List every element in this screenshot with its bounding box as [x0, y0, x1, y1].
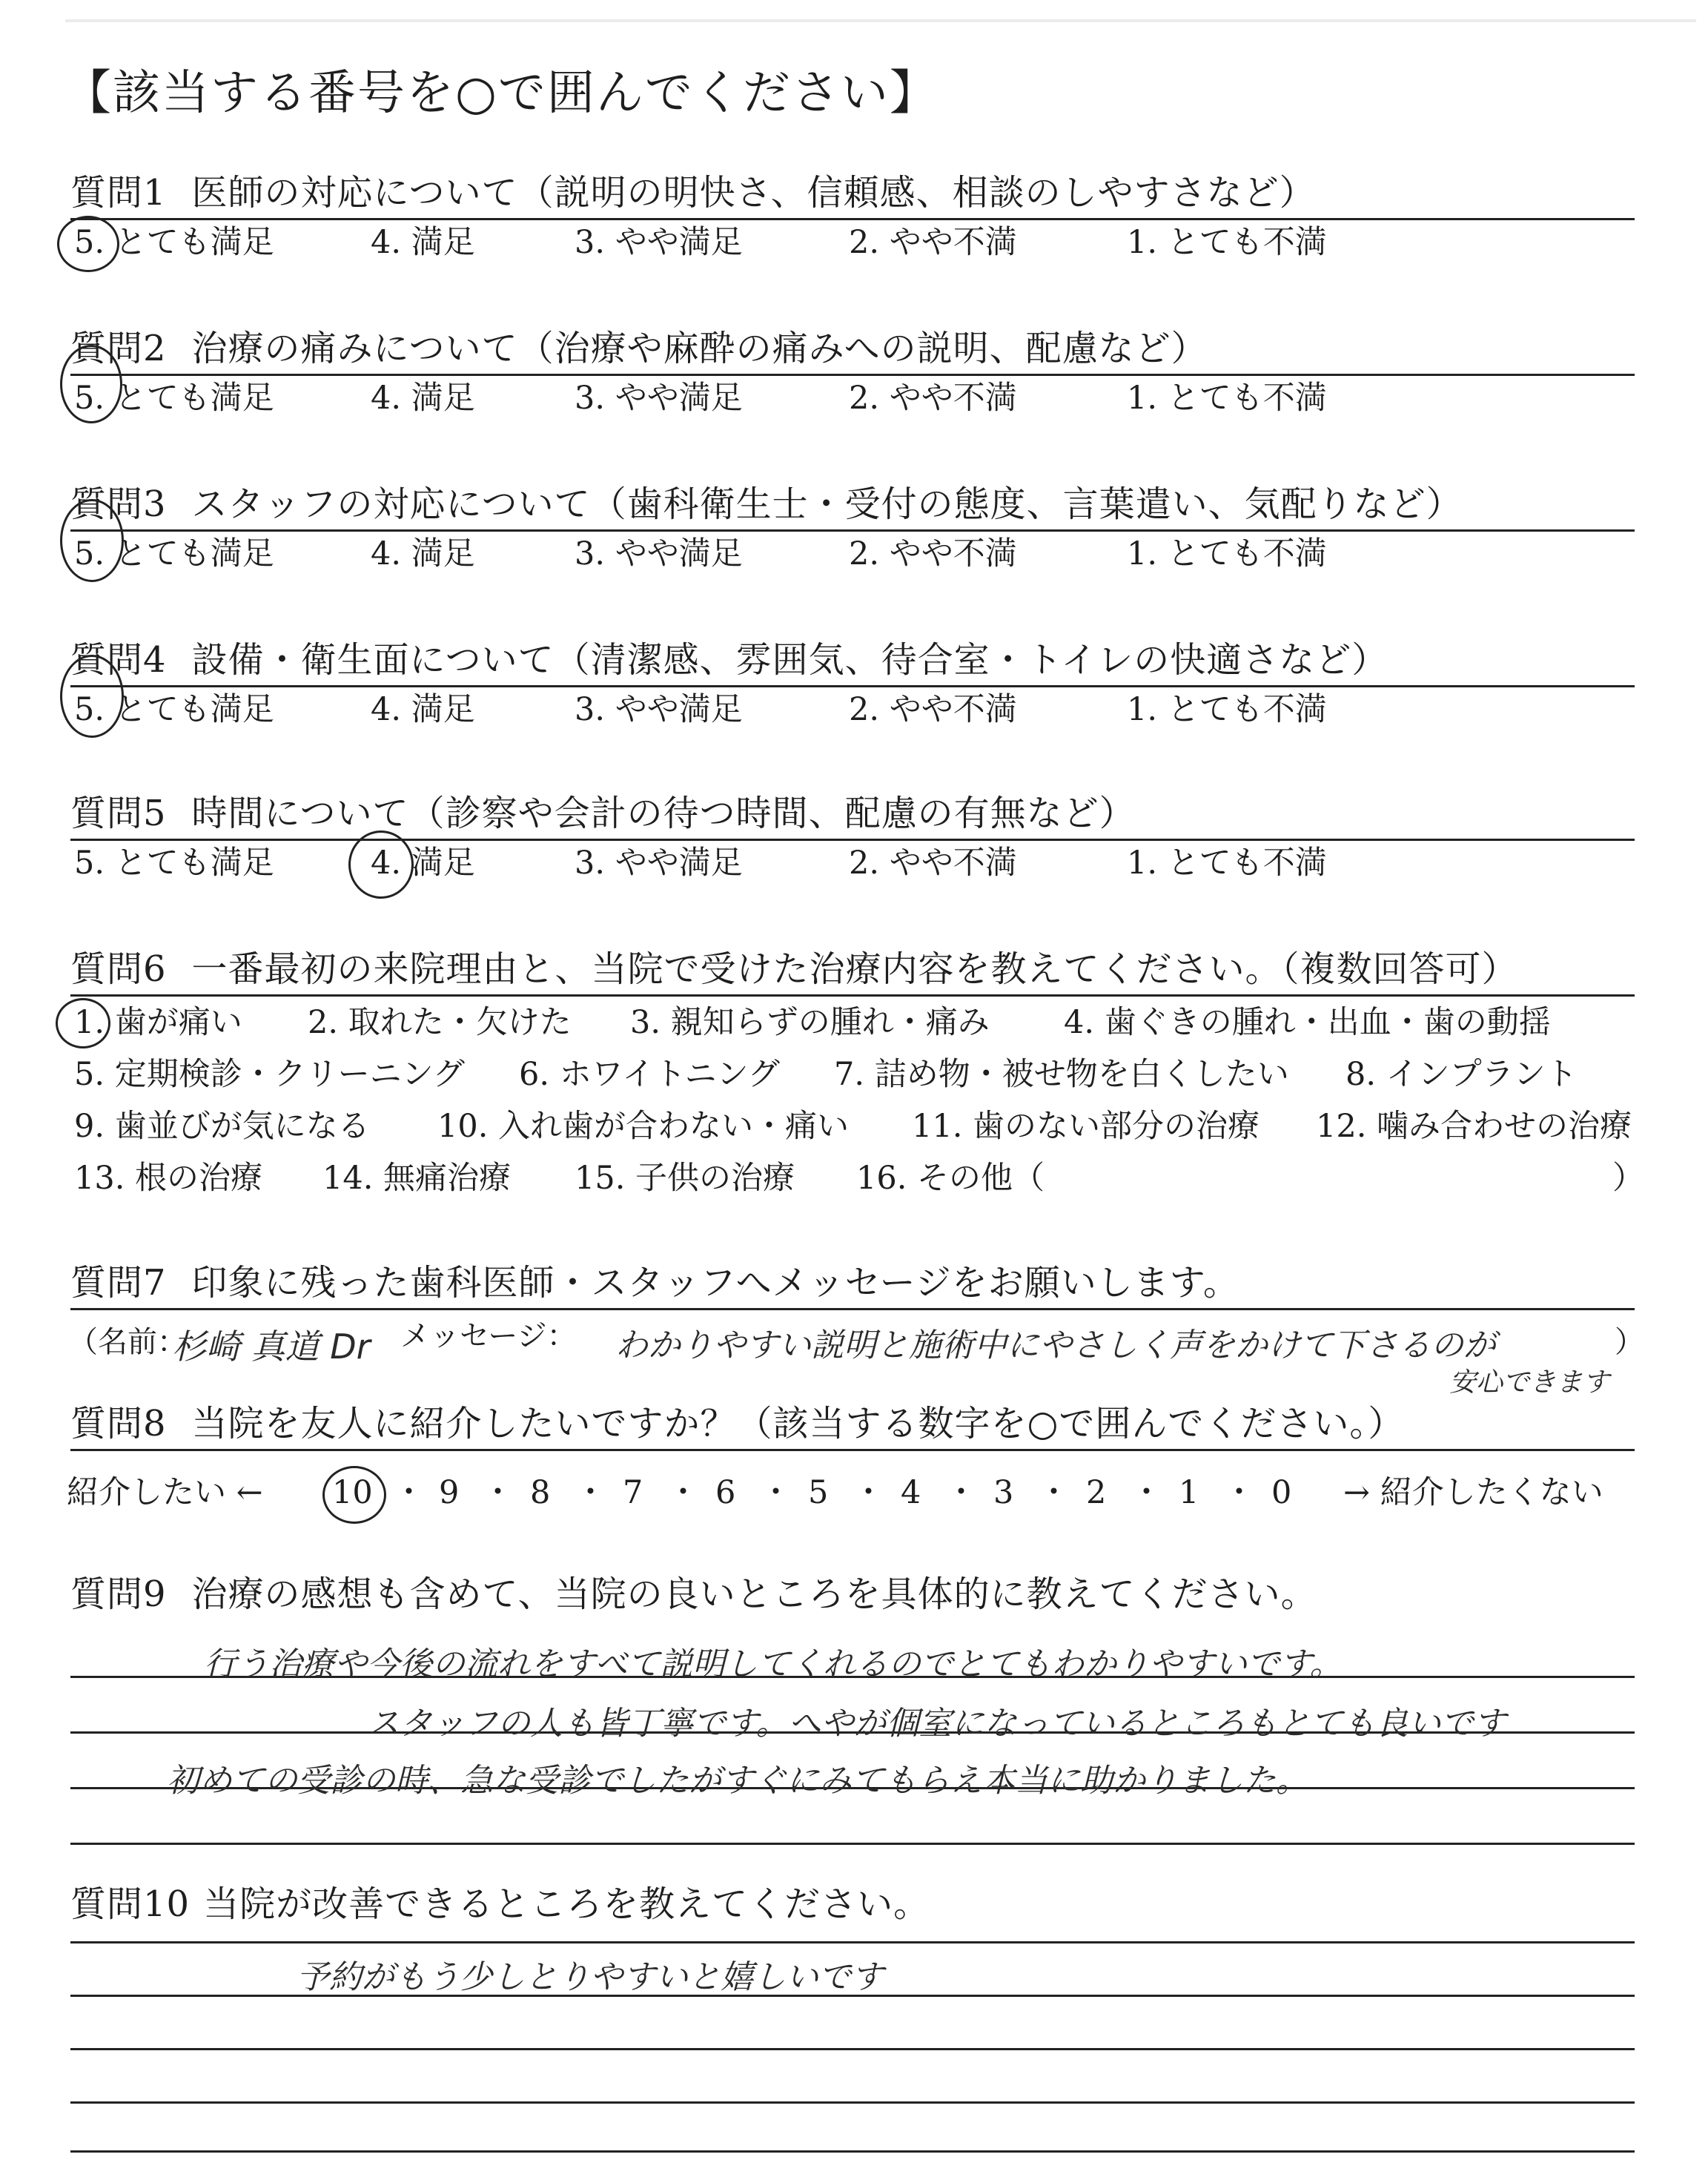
rating-options	[70, 532, 1635, 573]
option-4[interactable]: 4. 満足	[371, 380, 475, 417]
scale-value-10[interactable]: 10	[332, 1474, 373, 1511]
reason-option-16[interactable]: 16. その他（	[856, 1160, 1045, 1197]
option-3[interactable]: 3. やや満足	[575, 224, 743, 261]
question-text: 時間について（診察や会計の待つ時間、配慮の有無など）	[191, 793, 1136, 834]
reason-option-11[interactable]: 11. 歯のない部分の治療	[912, 1108, 1260, 1145]
question-number: 質問8	[70, 1403, 167, 1444]
scale-right-label: → 紹介したくない	[1343, 1474, 1603, 1511]
scale-value-3[interactable]: 3	[993, 1474, 1014, 1511]
option-1[interactable]: 1. とても不満	[1127, 845, 1327, 882]
option-5[interactable]: 5. とても満足	[74, 224, 274, 261]
handwritten-answer-line-3: 初めての受診の時、急な受診でしたがすぐにみてもらえ本当に助かりました。	[167, 1762, 1308, 1800]
question-number: 質問3	[70, 483, 167, 525]
scale-value-2[interactable]: 2	[1086, 1474, 1107, 1511]
question-7	[70, 1261, 1635, 1310]
question-number: 質問10	[70, 1883, 191, 1925]
option-5[interactable]: 5. とても満足	[74, 380, 274, 417]
reason-option-10[interactable]: 10. 入れ歯が合わない・痛い	[437, 1108, 850, 1145]
reason-option-2[interactable]: 2. 取れた・欠けた	[308, 1004, 572, 1041]
handwritten-message-continued: 安心できます	[1449, 1367, 1610, 1398]
option-4[interactable]: 4. 満足	[371, 535, 475, 572]
question-9	[70, 1572, 1635, 1616]
question-text: スタッフの対応について（歯科衛生士・受付の態度、言葉遣い、気配りなど）	[191, 483, 1463, 525]
scale-value-6[interactable]: 6	[715, 1474, 736, 1511]
other-close-paren: ）	[1612, 1160, 1644, 1197]
scale-value-4[interactable]: 4	[901, 1474, 921, 1511]
question-2	[70, 326, 1635, 417]
scale-value-7[interactable]: 7	[623, 1474, 643, 1511]
question-number: 質問5	[70, 793, 167, 834]
recommend-scale: 紹介したい ← 10 ・ 9 ・ 8 ・ 7 ・ 6 ・ 5 ・ 4 ・ 3 ・ 2 ・ 1 ・ 0 → 紹介したくない	[67, 1470, 1638, 1515]
question-number: 質問9	[70, 1573, 167, 1615]
question-number: 質問1	[70, 172, 167, 214]
option-2[interactable]: 2. やや不満	[849, 380, 1017, 417]
question-4	[70, 638, 1635, 729]
reason-option-4[interactable]: 4. 歯ぐきの腫れ・出血・歯の動揺	[1064, 1004, 1551, 1041]
question-8	[70, 1401, 1635, 1451]
option-3[interactable]: 3. やや満足	[575, 380, 743, 417]
form-title: 【該当する番号を○で囲んでください】	[64, 66, 939, 121]
option-2[interactable]: 2. やや不満	[849, 845, 1017, 882]
question-number: 質問6	[70, 948, 167, 990]
rating-options	[70, 376, 1635, 417]
option-1[interactable]: 1. とても不満	[1127, 691, 1327, 728]
option-3[interactable]: 3. やや満足	[575, 845, 743, 882]
rating-options	[70, 220, 1635, 262]
message-label: メッセージ：	[400, 1319, 577, 1353]
reason-option-6[interactable]: 6. ホワイトニング	[519, 1056, 780, 1093]
reason-option-15[interactable]: 15. 子供の治療	[575, 1160, 795, 1197]
reason-option-5[interactable]: 5. 定期検診・クリーニング	[74, 1056, 465, 1093]
scan-edge-line	[65, 19, 1696, 22]
question-text: 医師の対応について（説明の明快さ、信頼感、相談のしやすさなど）	[191, 172, 1316, 214]
scale-left-label: 紹介したい ←	[67, 1474, 263, 1511]
option-5[interactable]: 5. とても満足	[74, 535, 274, 572]
rating-options	[70, 841, 1635, 882]
question-text: 設備・衛生面について（清潔感、雰囲気、待合室・トイレの快適さなど）	[191, 639, 1388, 681]
option-3[interactable]: 3. やや満足	[575, 535, 743, 572]
scale-value-1[interactable]: 1	[1179, 1474, 1199, 1511]
question-number: 質問2	[70, 328, 167, 369]
reason-row-2	[70, 1048, 1635, 1100]
reason-option-3[interactable]: 3. 親知らずの腫れ・痛み	[630, 1004, 990, 1041]
option-5[interactable]: 5. とても満足	[74, 845, 274, 882]
option-1[interactable]: 1. とても不満	[1127, 535, 1327, 572]
handwritten-answer-line-2: スタッフの人も皆丁寧です。へやが個室になっているところもとても良いです	[367, 1705, 1506, 1743]
scale-value-0[interactable]: 0	[1271, 1474, 1292, 1511]
message-close-paren: ）	[1615, 1325, 1644, 1359]
question-10	[70, 1882, 1635, 1926]
scale-value-8[interactable]: 8	[530, 1474, 551, 1511]
handwritten-answer-line-1: 行う治療や今後の流れをすべて説明してくれるのでとてもわかりやすいです。	[204, 1645, 1343, 1683]
question-number: 質問7	[70, 1262, 167, 1304]
question-3	[70, 482, 1635, 573]
question-rule	[70, 1308, 1635, 1310]
option-2[interactable]: 2. やや不満	[849, 224, 1017, 261]
name-label: （名前：	[68, 1325, 187, 1359]
reason-option-13[interactable]: 13. 根の治療	[74, 1160, 263, 1197]
question-text: 治療の感想も含めて、当院の良いところを具体的に教えてください。	[191, 1573, 1317, 1615]
reason-option-12[interactable]: 12. 噛み合わせの治療	[1316, 1108, 1632, 1145]
scale-value-5[interactable]: 5	[808, 1474, 829, 1511]
option-2[interactable]: 2. やや不満	[849, 535, 1017, 572]
reason-option-7[interactable]: 7. 詰め物・被せ物を白くしたい	[834, 1056, 1289, 1093]
reason-row-4	[70, 1152, 1644, 1204]
question-number: 質問4	[70, 639, 167, 681]
handwritten-name: 杉崎 真道 Dr	[172, 1327, 371, 1367]
question-6	[70, 947, 1644, 1204]
option-4[interactable]: 4. 満足	[371, 691, 475, 728]
option-1[interactable]: 1. とても不満	[1127, 380, 1327, 417]
question-5	[70, 791, 1635, 882]
option-4[interactable]: 4. 満足	[371, 845, 475, 882]
handwritten-improvement: 予約がもう少しとりやすいと嬉しいです	[297, 1958, 884, 1996]
scale-value-9[interactable]: 9	[439, 1474, 460, 1511]
handwritten-message: わかりやすい説明と施術中にやさしく声をかけて下さるのが	[615, 1327, 1496, 1364]
reason-option-9[interactable]: 9. 歯並びが気になる	[74, 1108, 370, 1145]
option-4[interactable]: 4. 満足	[371, 224, 475, 261]
question-text: 治療の痛みについて（治療や麻酔の痛みへの説明、配慮など）	[191, 328, 1208, 369]
option-1[interactable]: 1. とても不満	[1127, 224, 1327, 261]
rating-options	[70, 687, 1635, 729]
question-1	[70, 171, 1635, 262]
reason-option-8[interactable]: 8. インプラント	[1345, 1056, 1578, 1093]
question-text: 当院を友人に紹介したいですか？（該当する数字を○で囲んでください。）	[191, 1403, 1405, 1444]
reason-option-1[interactable]: 1. 歯が痛い	[74, 1004, 242, 1041]
question-text: 当院が改善できるところを教えてください。	[203, 1883, 930, 1925]
option-5[interactable]: 5. とても満足	[74, 691, 274, 728]
reason-row-3	[70, 1100, 1635, 1152]
question-rule	[70, 1449, 1635, 1451]
reason-option-14[interactable]: 14. 無痛治療	[322, 1160, 512, 1197]
option-2[interactable]: 2. やや不満	[849, 691, 1017, 728]
reason-row-1	[70, 997, 1635, 1048]
question-text: 一番最初の来院理由と、当院で受けた治療内容を教えてください。（複数回答可）	[191, 948, 1518, 990]
question-text: 印象に残った歯科医師・スタッフへメッセージをお願いします。	[191, 1262, 1239, 1304]
option-3[interactable]: 3. やや満足	[575, 691, 743, 728]
